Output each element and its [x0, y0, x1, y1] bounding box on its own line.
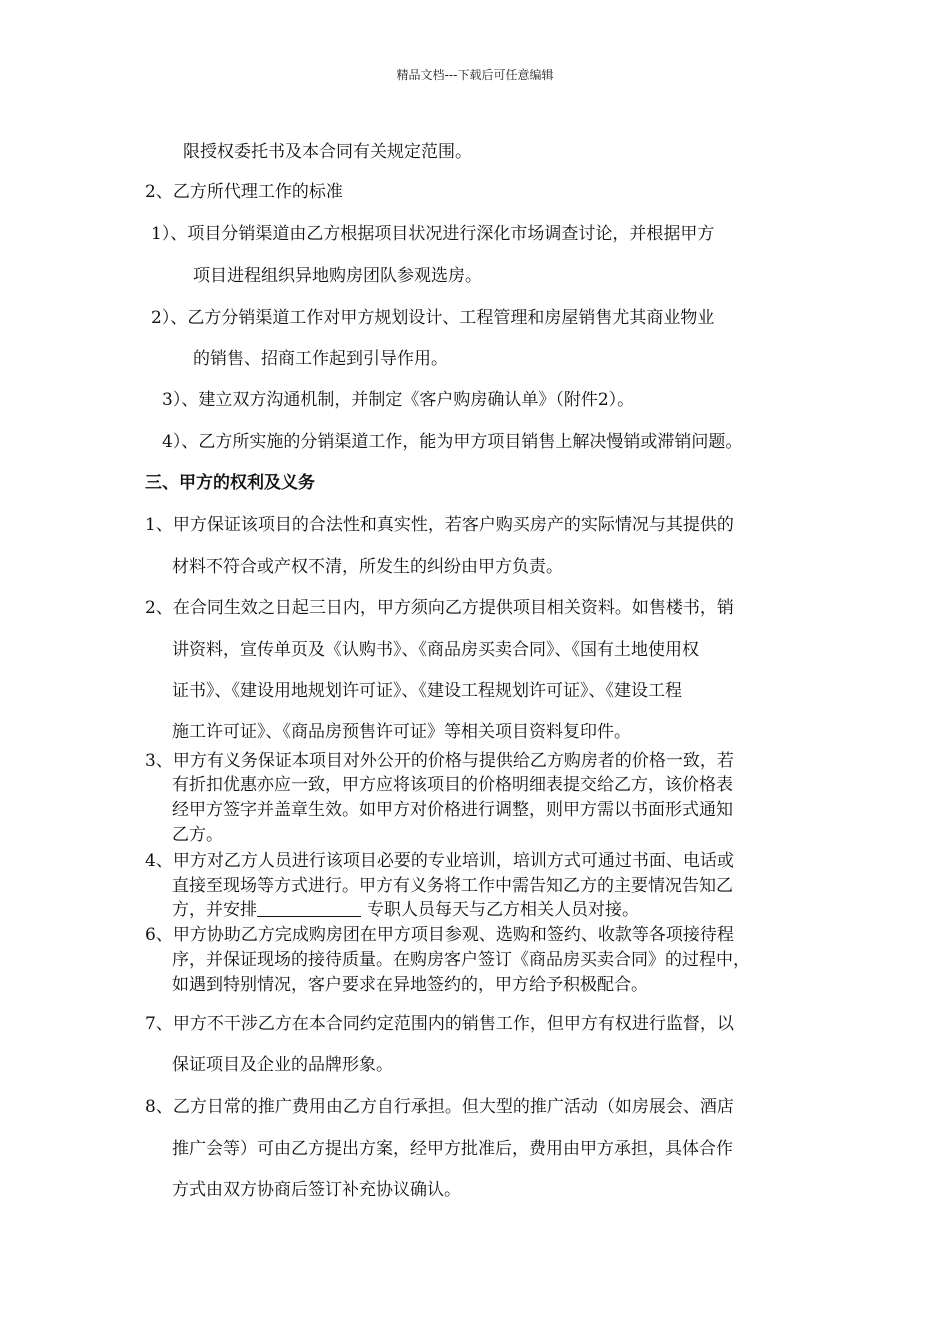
section-heading: 三、甲方的权利及义务	[145, 473, 315, 493]
text-line: 2）、乙方分销渠道工作对甲方规划设计、工程管理和房屋销售尤其商业物业	[151, 308, 715, 328]
text-line: 施工许可证》、《商品房预售许可证》等相关项目资料复印件。	[172, 722, 631, 742]
section-subheading: 2、乙方所代理工作的标准	[145, 182, 343, 202]
text-line: 直接至现场等方式进行。甲方有义务将工作中需告知乙方的主要情况告知乙	[172, 876, 733, 896]
text-line: 推广会等）可由乙方提出方案，经甲方批准后，费用由甲方承担，具体合作	[172, 1139, 733, 1159]
text-line: 2、在合同生效之日起三日内，甲方须向乙方提供项目相关资料。如售楼书，销	[145, 598, 734, 618]
text-fragment: 专职人员每天与乙方相关人员对接。	[367, 900, 639, 920]
text-line: 4、甲方对乙方人员进行该项目必要的专业培训，培训方式可通过书面、电话或	[145, 851, 734, 871]
text-line: 7、甲方不干涉乙方在本合同约定范围内的销售工作，但甲方有权进行监督，以	[145, 1014, 734, 1034]
text-line: 经甲方签字并盖章生效。如甲方对价格进行调整，则甲方需以书面形式通知	[172, 800, 733, 820]
text-line: 如遇到特别情况，客户要求在异地签约的，甲方给予积极配合。	[172, 975, 648, 995]
text-line: 项目进程组织异地购房团队参观选房。	[193, 266, 482, 286]
text-line: 乙方。	[172, 825, 223, 845]
text-line: 限授权委托书及本合同有关规定范围。	[183, 142, 472, 162]
text-line: 保证项目及企业的品牌形象。	[172, 1055, 393, 1075]
text-line: 8、乙方日常的推广费用由乙方自行承担。但大型的推广活动（如房展会、酒店	[145, 1097, 734, 1117]
text-line: 的销售、招商工作起到引导作用。	[193, 349, 448, 369]
text-line: 序，并保证现场的接待质量。在购房客户签订《商品房买卖合同》的过程中，	[172, 950, 750, 970]
text-line: 有折扣优惠亦应一致，甲方应将该项目的价格明细表提交给乙方，该价格表	[172, 775, 733, 795]
text-line: 1、甲方保证该项目的合法性和真实性，若客户购买房产的实际情况与其提供的	[145, 515, 734, 535]
text-line: 1）、项目分销渠道由乙方根据项目状况进行深化市场调查讨论，并根据甲方	[151, 224, 715, 244]
text-line: 证书》、《建设用地规划许可证》、《建设工程规划许可证》、《建设工程	[172, 681, 682, 701]
text-line-with-blank	[172, 900, 639, 920]
text-line: 方式由双方协商后签订补充协议确认。	[172, 1180, 461, 1200]
text-line: 3、甲方有义务保证本项目对外公开的价格与提供给乙方购房者的价格一致，若	[145, 751, 734, 771]
text-line: 材料不符合或产权不清，所发生的纠纷由甲方负责。	[172, 557, 563, 577]
page-header: 精品文档---下载后可任意编辑	[396, 68, 554, 82]
text-line: 6、甲方协助乙方完成购房团在甲方项目参观、选购和签约、收款等各项接待程	[145, 925, 734, 945]
text-line: 讲资料，宣传单页及《认购书》、《商品房买卖合同》、《国有土地使用权	[172, 640, 699, 660]
text-line: 3）、建立双方沟通机制，并制定《客户购房确认单》（附件2）。	[162, 390, 635, 410]
fill-in-blank[interactable]	[257, 900, 361, 917]
text-line: 4）、乙方所实施的分销渠道工作，能为甲方项目销售上解决慢销或滞销问题。	[162, 432, 743, 452]
text-fragment: 方，并安排	[172, 900, 257, 920]
